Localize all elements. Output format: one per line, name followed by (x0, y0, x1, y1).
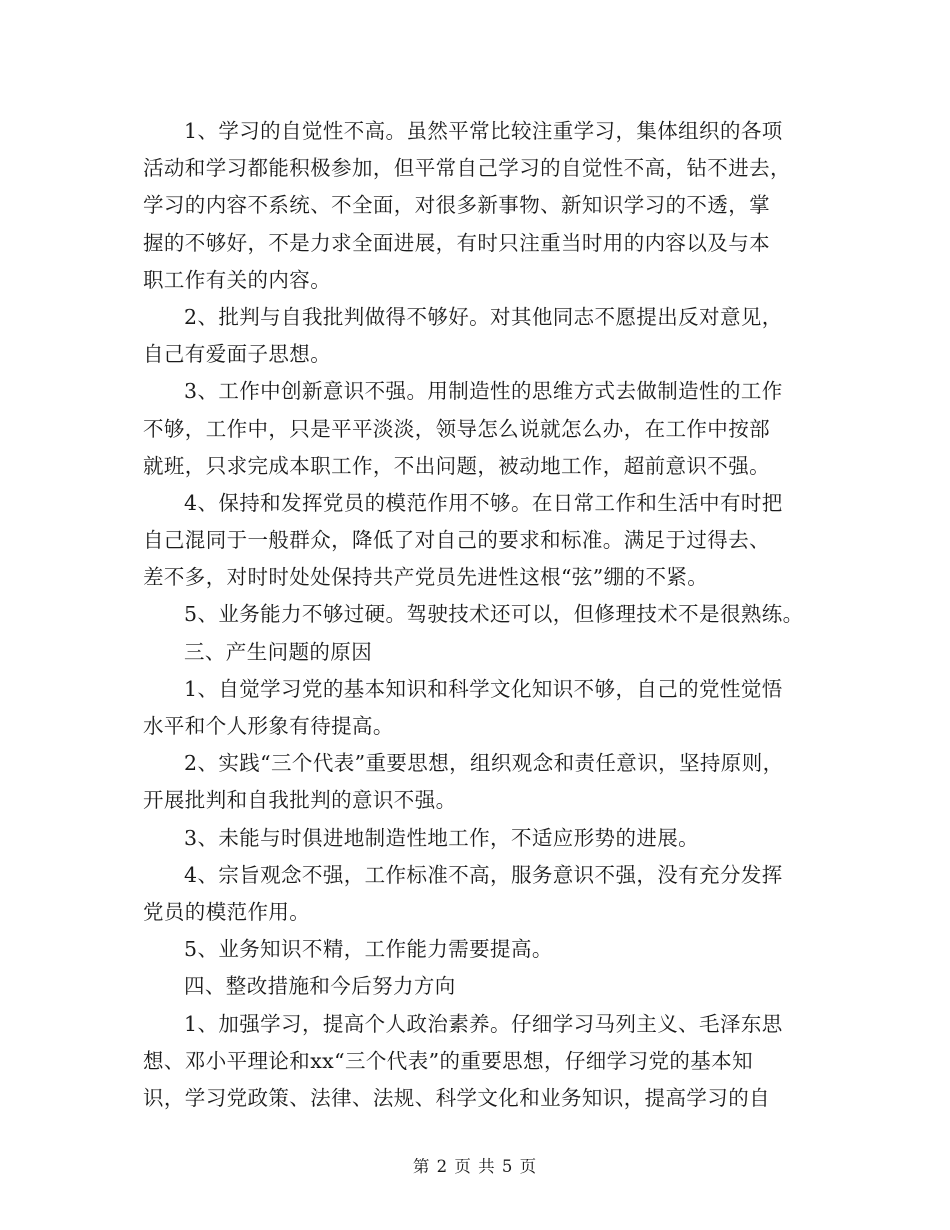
text-line: 就班，只求完成本职工作，不出问题，被动地工作，超前意识不强。 (143, 453, 770, 478)
text-line: 活动和学习都能积极参加，但平常自己学习的自觉性不高，钻不进去， (143, 156, 791, 181)
document-body (143, 113, 823, 1117)
text-line: 职工作有关的内容。 (143, 267, 332, 292)
text-line: 3、未能与时俱进地制造性地工作，不适应形势的进展。 (184, 825, 700, 850)
text-line: 不够，工作中，只是平平淡淡，领导怎么说就怎么办，在工作中按部 (143, 416, 770, 441)
text-line: 差不多，对时时处处保持共产党员先进性这根“弦”绷的不紧。 (143, 565, 709, 590)
text-line: 想、邓小平理论和xx“三个代表”的重要思想，仔细学习党的基本知 (143, 1048, 753, 1073)
text-line: 3、工作中创新意识不强。用制造性的思维方式去做制造性的工作 (184, 379, 783, 404)
page-number-footer: 第 2 页 共 5 页 (412, 1157, 538, 1176)
text-line: 5、业务知识不精，工作能力需要提高。 (184, 937, 553, 962)
text-line: 1、自觉学习党的基本知识和科学文化知识不够，自己的党性觉悟 (184, 676, 783, 701)
text-line: 2、实践“三个代表”重要思想，组织观念和责任意识，坚持原则， (184, 751, 784, 776)
text-line: 5、业务能力不够过硬。驾驶技术还可以，但修理技术不是很熟练。 (184, 602, 804, 627)
text-line: 识，学习党政策、法律、法规、科学文化和业务知识，提高学习的自 (143, 1085, 770, 1110)
text-line: 四、整改措施和今后努力方向 (184, 974, 456, 999)
text-line: 2、批判与自我批判做得不够好。对其他同志不愿提出反对意见， (184, 304, 783, 329)
text-line: 4、保持和发挥党员的模范作用不够。在日常工作和生活中有时把 (184, 490, 783, 515)
text-line: 自己有爱面子思想。 (143, 342, 332, 367)
text-line: 1、加强学习，提高个人政治素养。仔细学习马列主义、毛泽东思 (184, 1011, 783, 1036)
text-line: 4、宗旨观念不强，工作标准不高，服务意识不强，没有充分发挥 (184, 862, 783, 887)
text-line: 党员的模范作用。 (143, 899, 311, 924)
text-line: 水平和个人形象有待提高。 (143, 714, 394, 738)
text-line: 三、产生问题的原因 (184, 639, 373, 664)
text-line: 开展批判和自我批判的意识不强。 (143, 788, 457, 813)
text-line: 自己混同于一般群众，降低了对自己的要求和标准。满足于过得去、 (143, 528, 770, 553)
text-line: 1、学习的自觉性不高。虽然平常比较注重学习，集体组织的各项 (184, 119, 783, 143)
text-line: 学习的内容不系统、不全面，对很多新事物、新知识学习的不透，掌 (143, 193, 770, 218)
text-line: 握的不够好，不是力求全面进展，有时只注重当时用的内容以及与本 (143, 230, 770, 255)
